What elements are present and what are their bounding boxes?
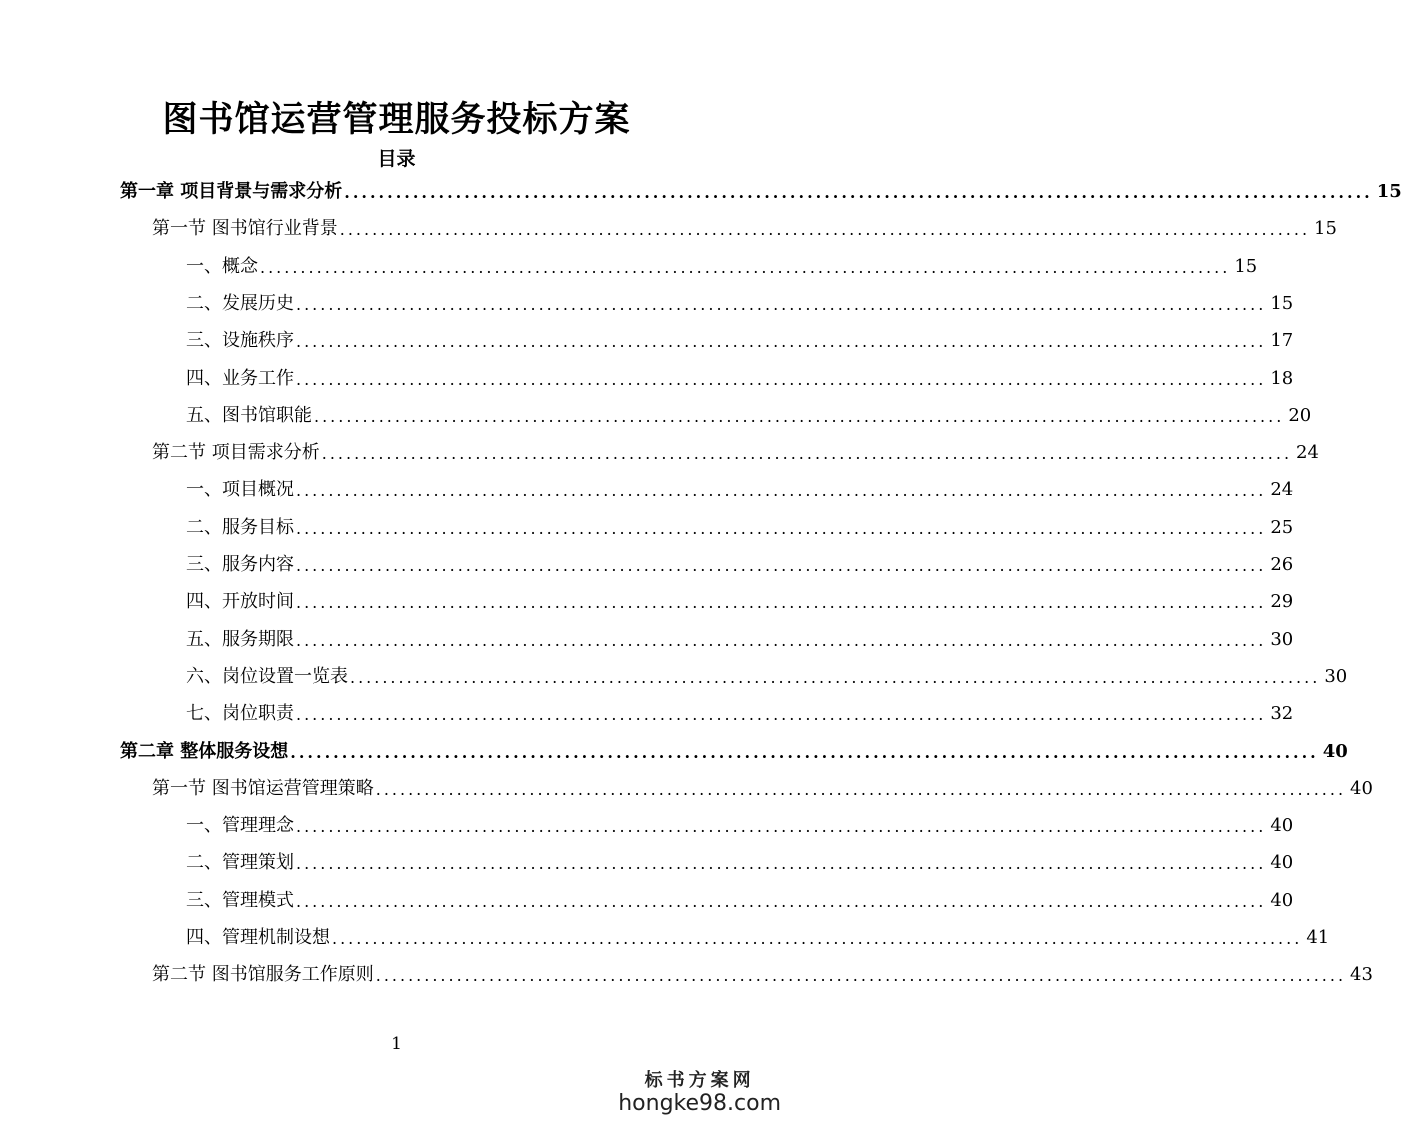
toc-dot-leader: ........................................................................................................................ [296, 630, 1267, 650]
toc-dot-leader: ........................................................................................................................ [344, 183, 1373, 202]
toc-entry-page: 30 [1270, 628, 1294, 650]
toc-entry-page: 17 [1270, 330, 1294, 352]
toc-dot-leader: ........................................................................................................................ [375, 966, 1347, 986]
toc-dot-leader: ........................................................................................................................ [296, 854, 1267, 874]
toc-dot-leader: ........................................................................................................................ [321, 444, 1293, 464]
toc-dot-leader: ........................................................................................................................ [332, 929, 1303, 948]
toc-entry-page: 40 [1270, 852, 1294, 874]
toc-entry-page: 20 [1288, 404, 1312, 426]
toc-entry-label: 三、服务内容 [186, 554, 294, 575]
toc-entry-label: 一、项目概况 [186, 479, 294, 501]
toc-entry[interactable] [186, 808, 1294, 838]
toc-entry-page: 30 [1324, 665, 1348, 687]
toc-entry-label: 三、管理模式 [186, 889, 294, 911]
toc-entry-page: 40 [1270, 815, 1294, 837]
toc-entry[interactable] [120, 174, 1402, 204]
toc-entry-page: 18 [1270, 367, 1294, 389]
toc-entry[interactable] [186, 249, 1258, 279]
toc-entry-page: 40 [1270, 889, 1294, 911]
toc-entry-page: 15 [1234, 255, 1258, 277]
toc-entry-label: 四、管理机制设想 [186, 927, 330, 948]
toc-entry[interactable] [152, 435, 1319, 465]
toc-dot-leader: ........................................................................................................................ [339, 220, 1311, 240]
toc-entry-label: 第二节 项目需求分析 [152, 442, 320, 464]
toc-entry-page: 32 [1270, 703, 1294, 725]
toc-entry-label: 六、岗位设置一览表 [186, 665, 348, 687]
toc-entry[interactable] [186, 398, 1312, 428]
toc-entry[interactable] [152, 211, 1337, 241]
watermark-domain: hongke98.com [618, 1091, 781, 1116]
toc-entry-page: 26 [1270, 554, 1294, 575]
toc-entry-label: 五、图书馆职能 [186, 404, 312, 426]
toc-entry-page: 40 [1322, 740, 1348, 762]
toc-entry-label: 三、设施秩序 [186, 330, 294, 352]
toc-entry-label: 第一节 图书馆行业背景 [152, 218, 338, 240]
toc-entry-label: 二、服务目标 [186, 516, 294, 538]
document-title: 图书馆运营管理服务投标方案 [162, 99, 631, 140]
toc-entry-page: 25 [1270, 516, 1294, 538]
toc-dot-leader: ........................................................................................................................ [296, 332, 1267, 352]
toc-entry-label: 第二章 整体服务设想 [120, 740, 289, 762]
toc-entry-page: 15 [1376, 181, 1402, 202]
toc-entry-page: 43 [1350, 964, 1373, 986]
toc-dot-leader: ........................................................................................................................ [296, 705, 1267, 725]
toc-entry[interactable] [152, 957, 1373, 987]
toc-entry[interactable] [186, 584, 1294, 614]
toc-entry-page: 15 [1314, 218, 1337, 240]
watermark-site-name: 标书方案网 [644, 1070, 755, 1091]
toc-entry-page: 40 [1350, 777, 1373, 799]
toc-dot-leader: ........................................................................................................................ [296, 294, 1267, 314]
toc-dot-leader: ........................................................................................................................ [296, 593, 1267, 613]
toc-heading: 目录 [377, 148, 416, 170]
toc-entry-label: 第二节 图书馆服务工作原则 [152, 964, 374, 986]
toc-entry[interactable] [186, 883, 1294, 913]
site-watermark [618, 1066, 781, 1116]
toc-entry-label: 第一节 图书馆运营管理策略 [152, 777, 374, 799]
toc-entry-label: 一、概念 [186, 255, 258, 277]
toc-entry[interactable] [186, 845, 1294, 875]
toc-dot-leader: ........................................................................................................................ [296, 891, 1267, 911]
toc-entry-label: 四、开放时间 [186, 591, 294, 613]
toc-entry-page: 24 [1270, 479, 1294, 501]
toc-dot-leader: ........................................................................................................................ [296, 817, 1267, 837]
toc-entry[interactable] [120, 734, 1348, 764]
toc-dot-leader: ........................................................................................................................ [296, 556, 1267, 575]
toc-entry-label: 第一章 项目背景与需求分析 [120, 181, 343, 202]
toc-dot-leader: ........................................................................................................................ [296, 369, 1267, 389]
toc-entry[interactable] [186, 920, 1330, 950]
toc-dot-leader: ........................................................................................................................ [375, 779, 1347, 799]
toc-dot-leader: ........................................................................................................................ [290, 742, 1319, 762]
toc-entry[interactable] [186, 622, 1294, 652]
toc-dot-leader: ........................................................................................................................ [350, 667, 1321, 687]
toc-entry[interactable] [186, 659, 1348, 689]
toc-dot-leader: ........................................................................................................................ [296, 518, 1267, 538]
toc-entry-page: 24 [1296, 442, 1319, 464]
toc-entry[interactable] [186, 547, 1294, 577]
toc-entry-label: 二、发展历史 [186, 292, 294, 314]
toc-entry-page: 29 [1270, 591, 1294, 613]
toc-entry[interactable] [152, 771, 1373, 801]
page-number: 1 [391, 1034, 402, 1054]
toc-entry-page: 15 [1270, 292, 1294, 314]
toc-entry[interactable] [186, 286, 1294, 316]
toc-entry[interactable] [186, 472, 1294, 502]
toc-entry-page: 41 [1306, 927, 1330, 948]
toc-dot-leader: ........................................................................................................................ [260, 257, 1231, 277]
toc-entry-label: 一、管理理念 [186, 815, 294, 837]
toc-entry-label: 四、业务工作 [186, 367, 294, 389]
toc-entry-label: 五、服务期限 [186, 628, 294, 650]
toc-entry-label: 七、岗位职责 [186, 703, 294, 725]
toc-entry[interactable] [186, 323, 1294, 353]
toc-entry[interactable] [186, 510, 1294, 540]
toc-entry-label: 二、管理策划 [186, 852, 294, 874]
toc-entry[interactable] [186, 361, 1294, 391]
toc-dot-leader: ........................................................................................................................ [314, 406, 1285, 426]
toc-entry[interactable] [186, 696, 1294, 726]
toc-dot-leader: ........................................................................................................................ [296, 481, 1267, 501]
